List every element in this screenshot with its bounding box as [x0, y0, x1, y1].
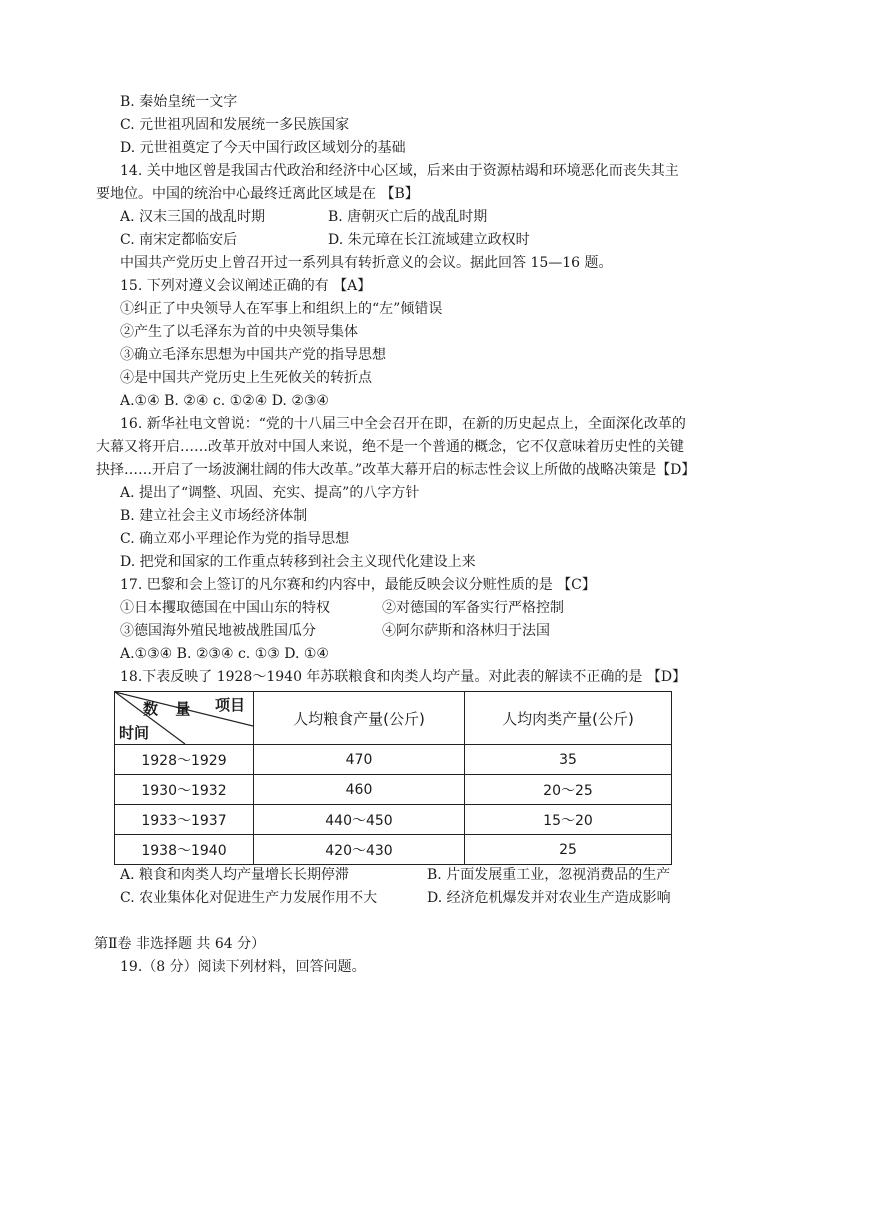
q16-option-b: B. 建立社会主义市场经济体制 [120, 508, 308, 524]
period-cell: 1930～1932 [115, 775, 254, 805]
q13-option-d: D. 元世祖奠定了今天中国行政区域划分的基础 [120, 140, 406, 156]
q15-statement-1: ①纠正了中央领导人在军事上和组织上的“左”倾错误 [120, 301, 443, 317]
grain-cell: 470 [254, 745, 465, 775]
q16-option-c: C. 确立邓小平理论作为党的指导思想 [120, 531, 350, 547]
q15-options: A.①④ B. ②④ c. ①②④ D. ②③④ [120, 393, 329, 409]
q15-statement-3: ③确立毛泽东思想为中国共产党的指导思想 [120, 347, 386, 363]
q16-stem-line3: 抉择……开启了一场波澜壮阔的伟大改革。”改革大幕开启的标志性会议上所做的战略决策是【D】 [96, 462, 696, 478]
q16-stem-line2: 大幕又将开启……改革开放对中国人来说，绝不是一个普通的概念，它不仅意味着历史性的关键 [96, 439, 684, 455]
q16-stem-line1: 16. 新华社电文曾说：“党的十八届三中全会召开在即，在新的历史起点上，全面深化改革的 [120, 416, 686, 432]
q18-option-c: C. 农业集体化对促进生产力发展作用不大 [120, 890, 378, 906]
table-row [115, 745, 672, 775]
table-corner-header [115, 692, 254, 745]
q14-option-c: C. 南宋定都临安后 [120, 232, 238, 248]
grain-cell: 440～450 [254, 805, 465, 835]
meat-cell: 35 [465, 745, 672, 775]
period-cell: 1933～1937 [115, 805, 254, 835]
q17-statement-4: ④阿尔萨斯和洛林归于法国 [382, 623, 550, 639]
q15-statement-4: ④是中国共产党历史上生死攸关的转折点 [120, 370, 372, 386]
q14-stem-line1: 14. 关中地区曾是我国古代政治和经济中心区域，后来由于资源枯竭和环境恶化而丧失其主 [120, 163, 679, 179]
corner-label-item: 项目 [215, 696, 246, 714]
q17-stem: 17. 巴黎和会上签订的凡尔赛和约内容中，最能反映会议分赃性质的是 【C】 [120, 577, 596, 593]
period-cell: 1938～1940 [115, 835, 254, 865]
q14-option-d: D. 朱元璋在长江流域建立政权时 [328, 232, 530, 248]
q15-statement-2: ②产生了以毛泽东为首的中央领导集体 [120, 324, 358, 340]
q14-option-a: A. 汉末三国的战乱时期 [120, 209, 266, 225]
q18-option-d: D. 经济危机爆发并对农业生产造成影响 [427, 890, 671, 906]
table-row [115, 805, 672, 835]
q17-statement-2: ②对德国的军备实行严格控制 [382, 600, 564, 616]
q15-16-intro: 中国共产党历史上曾召开过一系列具有转折意义的会议。据此回答 15—16 题。 [120, 255, 613, 271]
meat-cell: 20～25 [465, 775, 672, 805]
col-header-meat: 人均肉类产量(公斤) [465, 692, 672, 745]
col-header-grain: 人均粮食产量(公斤) [254, 692, 465, 745]
q14-stem-line2: 要地位。中国的统治中心最终迁离此区域是在 【B】 [96, 186, 419, 202]
q16-option-d: D. 把党和国家的工作重点转移到社会主义现代化建设上来 [120, 554, 476, 570]
q17-statement-3: ③德国海外殖民地被战胜国瓜分 [120, 623, 316, 639]
meat-cell: 25 [465, 835, 672, 865]
q14-option-b: B. 唐朝灭亡后的战乱时期 [328, 209, 488, 225]
grain-cell: 420～430 [254, 835, 465, 865]
q13-option-c: C. 元世祖巩固和发展统一多民族国家 [120, 117, 350, 133]
q18-option-a: A. 粮食和肉类人均产量增长长期停滞 [120, 867, 350, 883]
table-row [115, 835, 672, 865]
table-row [115, 775, 672, 805]
meat-cell: 15～20 [465, 805, 672, 835]
q17-statement-1: ①日本攫取德国在中国山东的特权 [120, 600, 330, 616]
corner-label-time: 时间 [119, 724, 150, 742]
q16-option-a: A. 提出了“调整、巩固、充实、提高”的八字方针 [120, 485, 420, 501]
q13-option-b: B. 秦始皇统一文字 [120, 94, 238, 110]
q17-options: A.①③④ B. ②③④ c. ①③ D. ①④ [120, 646, 329, 662]
soviet-production-table [114, 691, 672, 865]
section-heading: 第Ⅱ卷 非选择题 共 64 分） [94, 936, 266, 952]
corner-label-quantity: 数 量 [143, 700, 197, 718]
q18-option-b: B. 片面发展重工业，忽视消费品的生产 [427, 867, 671, 883]
grain-cell: 460 [254, 775, 465, 805]
q19-stem: 19.（8 分）阅读下列材料，回答问题。 [120, 959, 366, 975]
q18-stem: 18.下表反映了 1928～1940 年苏联粮食和肉类人均产量。对此表的解读不正确的是 【D】 [120, 669, 687, 685]
q15-stem: 15. 下列对遵义会议阐述正确的有 【A】 [120, 278, 372, 294]
period-cell: 1928～1929 [115, 745, 254, 775]
